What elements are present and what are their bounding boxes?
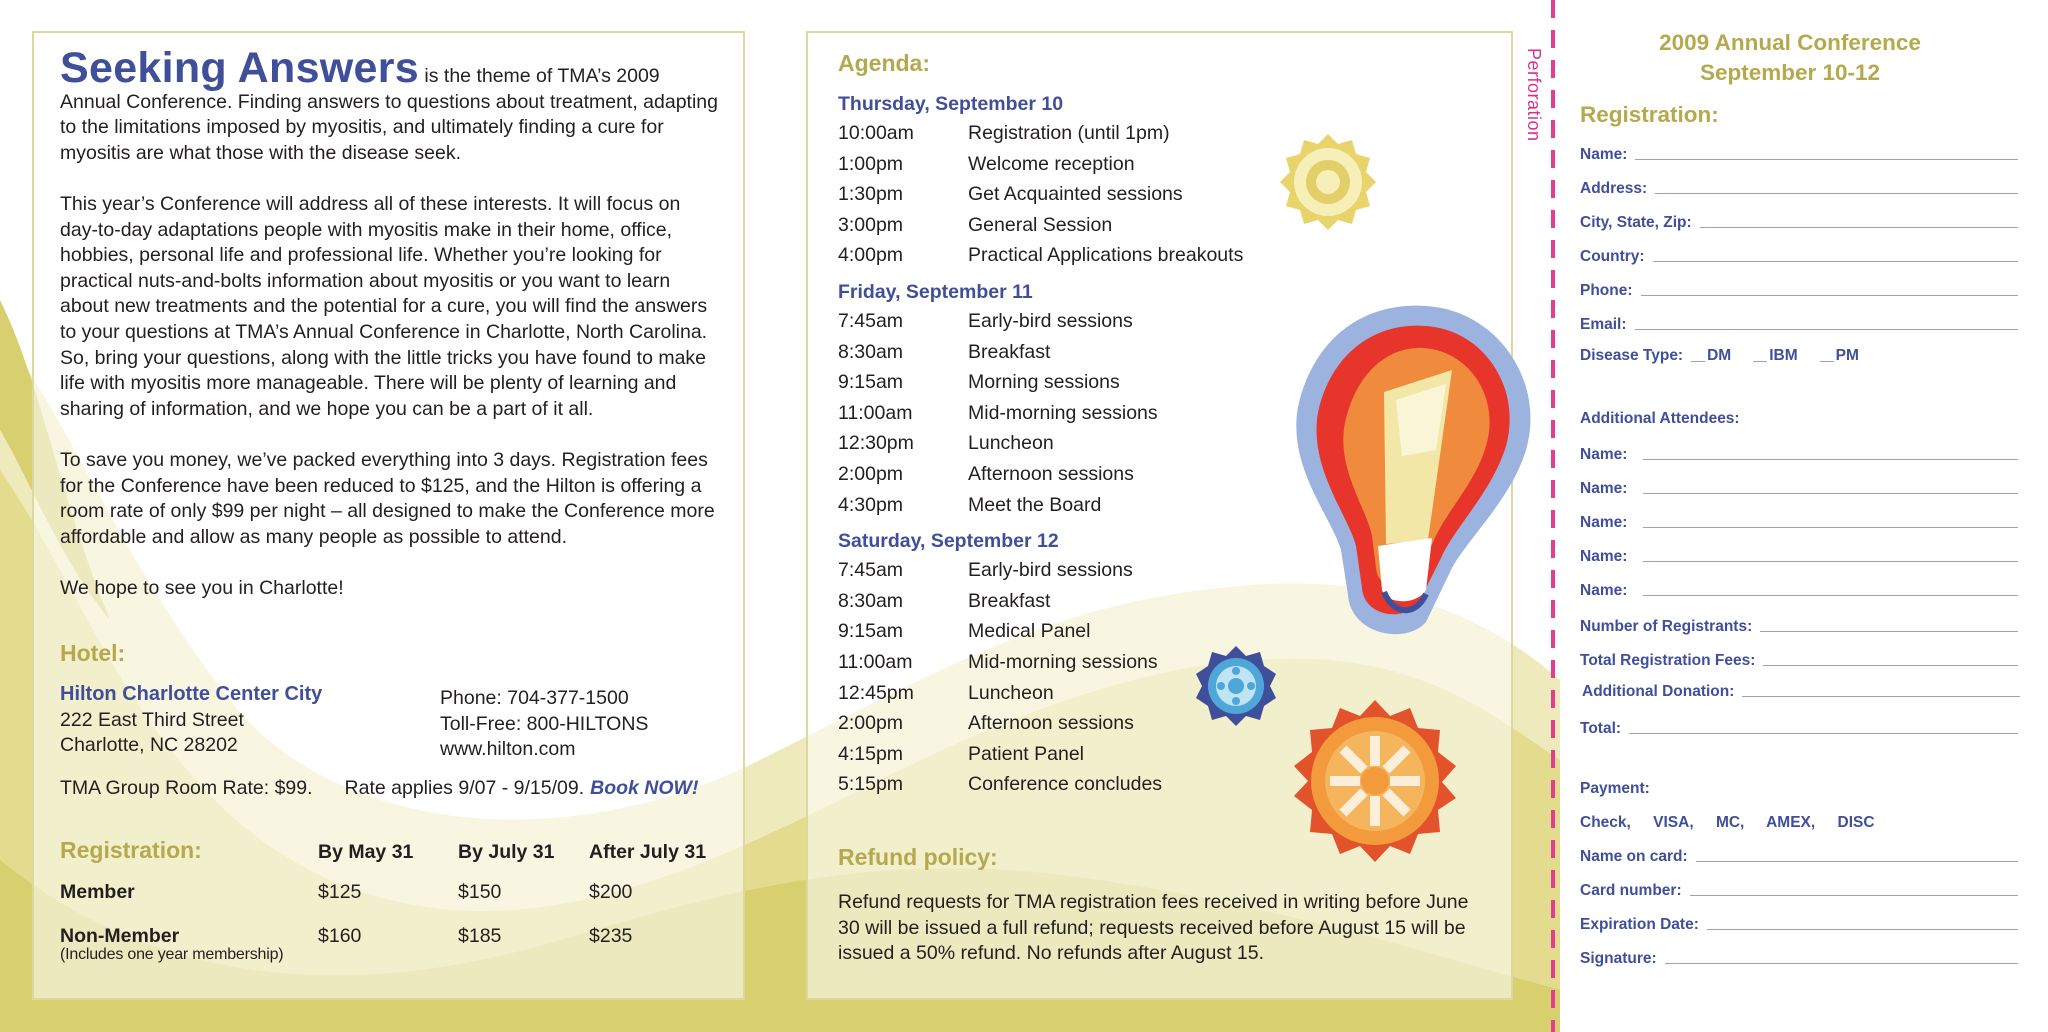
phone-label: Phone: <box>1580 282 1633 299</box>
intro-paragraph-2: This year’s Conference will address all of these interests. It will focus on day-to-day adaptations people with myositis make in their home, office, hobbies, personal life and professional life. Whether you’re looking for practical nuts-and-bolts information about myositis or you want to learn about new treatments and the potential for a cure, you will find the answers to your questions at TMA’s Annual Conference in Charlotte, North Carolina. So, bring your questions, along with the little tricks you have found to make life with myositis more manageable. There will be plenty of learning and sharing of information, and we hope you can be a part of it all. <box>60 192 708 420</box>
name-on-card-field[interactable] <box>1580 844 2018 866</box>
card-types <box>1580 814 1893 832</box>
agenda-time: 5:15pm <box>838 773 904 796</box>
nonmember-fee-1: $160 <box>318 925 362 947</box>
agenda-event: Mid-morning sessions <box>968 401 1158 424</box>
agenda <box>838 50 1338 808</box>
agenda-event: Meet the Board <box>968 493 1102 516</box>
address-label: Address: <box>1580 180 1648 197</box>
attendee-name-label: Name: <box>1580 548 1628 565</box>
form-title <box>1580 28 2000 88</box>
agenda-item <box>838 555 1338 586</box>
signature-field[interactable] <box>1580 946 2018 968</box>
agenda-time: 7:45am <box>838 559 904 582</box>
signature-line[interactable] <box>1665 963 2018 964</box>
group-rate <box>60 777 740 800</box>
nonmember-fee-2: $185 <box>458 925 502 947</box>
hotel-address <box>60 682 390 759</box>
additional-attendees-label: Additional Attendees: <box>1580 410 1740 427</box>
city-state-zip-field[interactable] <box>1580 210 2018 232</box>
agenda-time: 12:45pm <box>838 681 914 704</box>
agenda-time: 2:00pm <box>838 712 904 735</box>
agenda-item <box>838 398 1338 429</box>
membership-note: (Includes one year membership) <box>60 946 284 963</box>
agenda-time: 4:30pm <box>838 493 904 516</box>
intro-paragraph-1 <box>60 44 720 166</box>
refund-text: Refund requests for TMA registration fees received in writing before June 30 will be issued a full refund; requests received before August 15 will be issued a 50% refund. No refunds after August 15. <box>838 891 1469 965</box>
disease-type-label: Disease Type: <box>1580 347 1684 364</box>
country-line[interactable] <box>1653 261 2018 262</box>
donation-label: Additional Donation: <box>1582 683 1735 700</box>
card-amex[interactable]: AMEX, <box>1766 814 1816 831</box>
agenda-time: 12:30pm <box>838 432 914 455</box>
agenda-time: 1:00pm <box>838 152 904 175</box>
agenda-time: 1:30pm <box>838 183 904 206</box>
attendee-name-field-2[interactable] <box>1580 476 2018 498</box>
card-check[interactable]: Check, <box>1580 814 1631 831</box>
member-label: Member <box>60 881 135 903</box>
col-by-may: By May 31 <box>318 841 414 863</box>
agenda-item <box>838 459 1338 490</box>
address-line[interactable] <box>1655 193 2018 194</box>
attendee-line[interactable] <box>1643 561 2018 562</box>
agenda-item <box>838 490 1338 521</box>
agenda-day <box>838 279 1338 520</box>
name-on-card-line[interactable] <box>1696 861 2018 862</box>
attendee-name-label: Name: <box>1580 514 1628 531</box>
agenda-event: Medical Panel <box>968 620 1091 643</box>
agenda-time: 4:00pm <box>838 244 904 267</box>
agenda-time: 8:30am <box>838 340 904 363</box>
donation-line[interactable] <box>1742 696 2020 697</box>
agenda-event: Breakfast <box>968 589 1051 612</box>
attendee-name-field-4[interactable] <box>1580 544 2018 566</box>
agenda-event: Luncheon <box>968 681 1054 704</box>
agenda-item <box>838 647 1338 678</box>
agenda-event: Get Acquainted sessions <box>968 183 1183 206</box>
num-registrants-label: Number of Registrants: <box>1580 618 1753 635</box>
phone-line[interactable] <box>1641 295 2018 296</box>
card-number-field[interactable] <box>1580 878 2018 900</box>
agenda-days <box>838 91 1338 800</box>
attendee-name-field-3[interactable] <box>1580 510 2018 532</box>
member-fee-2: $150 <box>458 881 502 903</box>
group-rate-text: TMA Group Room Rate: $99. <box>60 777 313 799</box>
disease-option-ibm[interactable] <box>1753 347 1797 365</box>
agenda-time: 4:15pm <box>838 742 904 765</box>
agenda-item <box>838 179 1338 210</box>
agenda-item <box>838 240 1338 271</box>
hotel-city: Charlotte, NC 28202 <box>60 734 238 757</box>
col-by-july: By July 31 <box>458 841 555 863</box>
agenda-time: 9:15am <box>838 620 904 643</box>
expiration-label: Expiration Date: <box>1580 916 1699 933</box>
pm-label: PM <box>1835 347 1859 364</box>
hotel-name: Hilton Charlotte Center City <box>60 683 323 705</box>
agenda-event: Conference concludes <box>968 773 1163 796</box>
rate-applies-text: Rate applies 9/07 - 9/15/09. <box>344 777 585 799</box>
form-registration-heading: Registration: <box>1580 102 1719 127</box>
attendee-line[interactable] <box>1643 595 2018 596</box>
city-line[interactable] <box>1700 227 2018 228</box>
intro-paragraph-3: To save you money, we’ve packed everything into 3 days. Registration fees for the Conference have been reduced to $125, and the Hilton is offering a room rate of only $99 per night – all designed to make the Conference more affordable and allow as many people as possible to attend. <box>60 448 715 548</box>
card-number-label: Card number: <box>1580 882 1682 899</box>
hotel-contact <box>440 686 730 763</box>
agenda-day-title: Friday, September 11 <box>838 280 1033 303</box>
num-registrants-field[interactable] <box>1580 614 2018 636</box>
attendee-name-label: Name: <box>1580 480 1628 497</box>
fee-row-member <box>60 881 740 925</box>
agenda-item <box>838 149 1338 180</box>
card-number-line[interactable] <box>1690 895 2018 896</box>
registration-fees-heading: Registration: <box>60 837 202 863</box>
email-label: Email: <box>1580 316 1627 333</box>
form-title-line1: 2009 Annual Conference <box>1659 30 1921 55</box>
agenda-event: Early-bird sessions <box>968 309 1133 332</box>
agenda-item <box>838 337 1338 368</box>
agenda-event: Morning sessions <box>968 371 1120 394</box>
agenda-event: Registration (until 1pm) <box>968 122 1170 144</box>
hotel-street: 222 East Third Street <box>60 708 244 731</box>
agenda-event: Early-bird sessions <box>968 559 1133 582</box>
nonmember-fee-3: $235 <box>589 925 633 947</box>
agenda-time: 7:45am <box>838 309 904 332</box>
name-label: Name: <box>1580 146 1628 163</box>
total-field[interactable] <box>1580 716 2018 738</box>
agenda-event: Luncheon <box>968 432 1054 455</box>
name-field[interactable] <box>1580 142 2018 164</box>
expiration-line[interactable] <box>1707 929 2018 930</box>
email-field[interactable] <box>1580 312 2018 334</box>
card-mc[interactable]: MC, <box>1715 814 1745 831</box>
agenda-item <box>838 739 1338 770</box>
agenda-time: 11:00am <box>838 401 913 424</box>
agenda-item <box>838 769 1338 800</box>
agenda-event: Mid-morning sessions <box>968 650 1158 673</box>
perforation-label: Perforation <box>1524 48 1544 142</box>
total-label: Total: <box>1580 720 1622 737</box>
card-visa[interactable]: VISA, <box>1653 814 1694 831</box>
address-field[interactable] <box>1580 176 2018 198</box>
total-fees-label: Total Registration Fees: <box>1580 652 1756 669</box>
attendee-name-label: Name: <box>1580 582 1628 599</box>
agenda-day <box>838 91 1338 271</box>
attendee-name-field-1[interactable] <box>1580 442 2018 464</box>
hotel-heading: Hotel: <box>60 640 126 666</box>
agenda-day-title: Thursday, September 10 <box>838 93 1064 115</box>
headline: Seeking Answers <box>60 44 419 92</box>
agenda-time: 11:00am <box>838 650 913 673</box>
agenda-time: 10:00am <box>838 122 914 144</box>
city-label: City, State, Zip: <box>1580 214 1692 231</box>
intro-text <box>60 44 720 627</box>
agenda-heading: Agenda: <box>838 50 930 76</box>
disease-option-dm[interactable] <box>1691 347 1731 365</box>
perforation-line <box>1551 0 1555 1032</box>
name-line[interactable] <box>1635 159 2018 160</box>
country-field[interactable] <box>1580 244 2018 266</box>
intro-p1-text: is the theme of TMA’s 2009 Annual Conference. Finding answers to questions about treatment, adapting to the limitations imposed by myositis, and ultimately finding a cure for myositis are what those with the disease seek. <box>60 65 719 164</box>
disease-type-field <box>1580 347 1859 365</box>
num-registrants-line[interactable] <box>1760 631 2018 632</box>
agenda-item <box>838 306 1338 337</box>
agenda-event: Patient Panel <box>968 742 1085 765</box>
hotel-website-link[interactable]: www.hilton.com <box>440 738 576 761</box>
attendee-name-label: Name: <box>1580 446 1628 463</box>
agenda-item <box>838 616 1338 647</box>
dm-label: DM <box>1707 347 1732 364</box>
attendee-line[interactable] <box>1643 527 2018 528</box>
agenda-day <box>838 528 1338 800</box>
attendee-line[interactable] <box>1643 493 2018 494</box>
agenda-event: Breakfast <box>968 340 1051 363</box>
nonmember-label: Non-Member <box>60 925 180 947</box>
expiration-field[interactable] <box>1580 912 2018 934</box>
attendee-name-field-5[interactable] <box>1580 578 2018 600</box>
intro-paragraph-4: We hope to see you in Charlotte! <box>60 576 344 599</box>
agenda-item <box>838 678 1338 709</box>
total-fees-line[interactable] <box>1763 665 2018 666</box>
phone-field[interactable] <box>1580 278 2018 300</box>
payment-label: Payment: <box>1580 780 1650 797</box>
card-disc[interactable]: DISC <box>1837 814 1875 831</box>
refund-heading: Refund policy: <box>838 844 998 870</box>
donation-field[interactable] <box>1582 679 2020 701</box>
agenda-item <box>838 708 1338 739</box>
total-line[interactable] <box>1629 733 2018 734</box>
attendee-line[interactable] <box>1643 459 2018 460</box>
signature-label: Signature: <box>1580 950 1657 967</box>
fee-table-header <box>60 837 740 881</box>
hotel-phone: Phone: 704-377-1500 <box>440 687 629 709</box>
form-title-line2: September 10-12 <box>1699 60 1881 85</box>
agenda-item <box>838 367 1338 398</box>
country-label: Country: <box>1580 248 1645 265</box>
col-after-july: After July 31 <box>589 841 707 863</box>
member-fee-3: $200 <box>589 881 633 903</box>
agenda-event: Practical Applications breakouts <box>968 244 1244 267</box>
agenda-event: General Session <box>968 213 1113 236</box>
book-now-link[interactable]: Book NOW! <box>590 777 699 799</box>
ibm-label: IBM <box>1769 347 1798 364</box>
agenda-item <box>838 586 1338 617</box>
disease-option-pm[interactable] <box>1820 347 1859 365</box>
hotel-tollfree: Toll-Free: 800-HILTONS <box>440 712 649 735</box>
agenda-event: Afternoon sessions <box>968 462 1134 485</box>
member-fee-1: $125 <box>318 881 362 903</box>
agenda-event: Afternoon sessions <box>968 712 1134 735</box>
agenda-day-title: Saturday, September 12 <box>838 530 1059 553</box>
agenda-event: Welcome reception <box>968 152 1135 175</box>
agenda-item <box>838 428 1338 459</box>
agenda-item <box>838 210 1338 241</box>
total-fees-field[interactable] <box>1580 648 2018 670</box>
agenda-time: 8:30am <box>838 589 904 612</box>
agenda-item <box>838 118 1338 149</box>
agenda-time: 9:15am <box>838 371 904 394</box>
agenda-time: 3:00pm <box>838 213 904 236</box>
email-line[interactable] <box>1635 329 2018 330</box>
agenda-time: 2:00pm <box>838 462 904 485</box>
name-on-card-label: Name on card: <box>1580 848 1688 865</box>
